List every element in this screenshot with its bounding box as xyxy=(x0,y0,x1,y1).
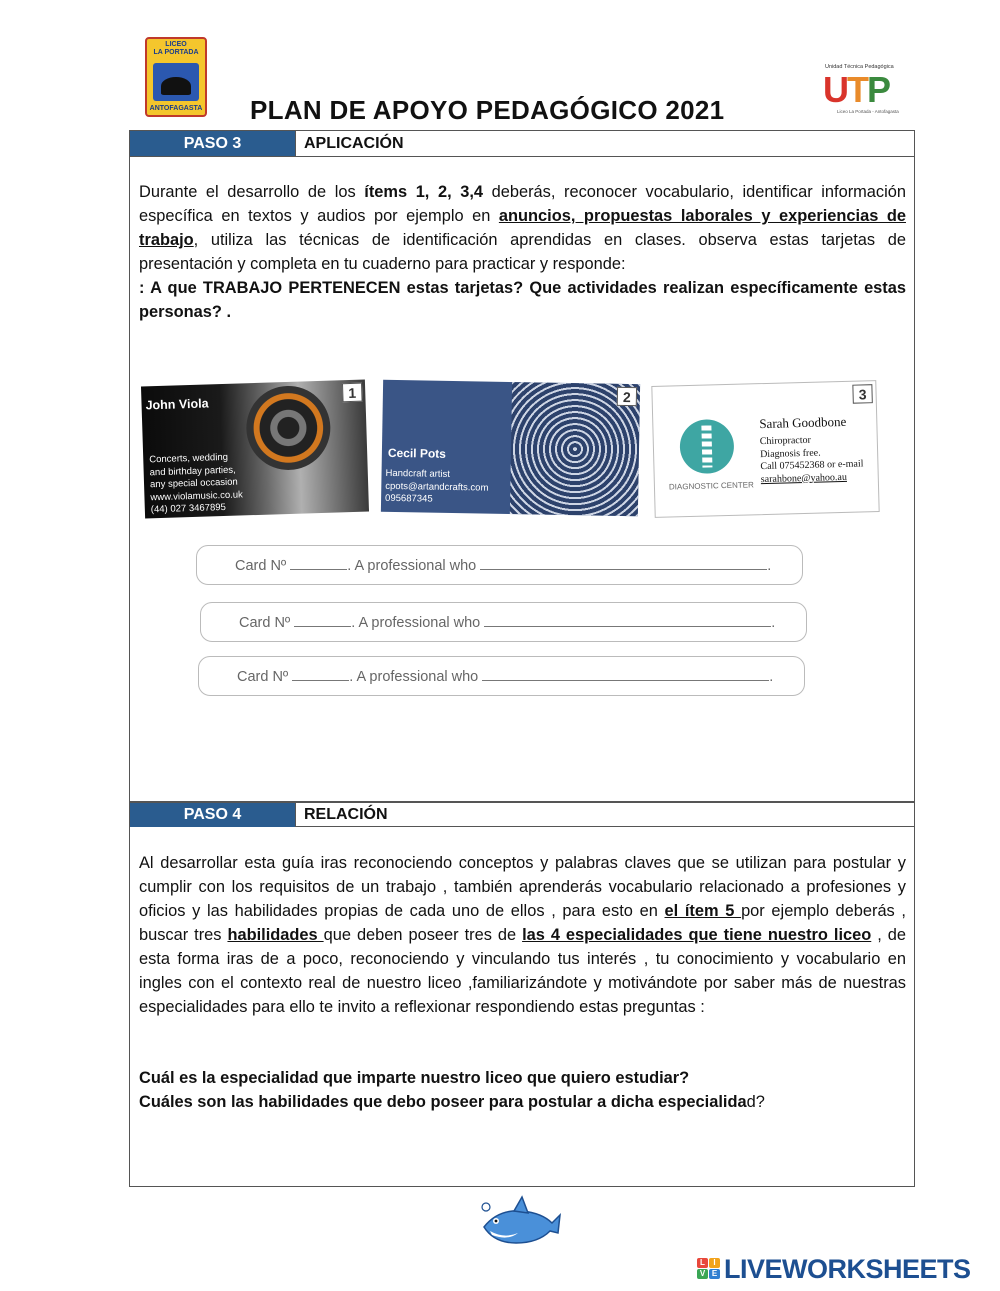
card3-info: Chiropractor Diagnosis free. Call 075452368 or e-mail sarahbone@yahoo.au xyxy=(759,434,864,485)
answer-2-card-field[interactable] xyxy=(294,626,351,627)
answer-1-card-field[interactable] xyxy=(290,569,347,570)
paso3-header xyxy=(130,131,914,157)
card3-email: sarahbone@yahoo.au xyxy=(760,471,848,485)
paso4-question-2: Cuáles son las habilidades que debo poseer para postular a dicha especialida xyxy=(139,1093,747,1111)
paso3-name: APLICACIÓN xyxy=(304,135,404,152)
card3-number: 3 xyxy=(852,384,872,404)
business-card-1 xyxy=(141,380,369,519)
utp-logo-caption: Unidad Técnica Pedagógica xyxy=(825,64,894,70)
answer-row-2: Card Nº . A professional who . xyxy=(200,602,807,642)
page-title: PLAN DE APOYO PEDAGÓGICO 2021 xyxy=(250,95,725,125)
answer-3-text-field[interactable] xyxy=(482,680,769,681)
speaker-icon xyxy=(245,385,332,472)
utp-logo xyxy=(823,64,903,116)
school-logo-line1: LICEO xyxy=(165,41,187,48)
paso3-instructions: Durante el desarrollo de los ítems 1, 2, 3,4 deberás, reconocer vocabulario, identificar información específica en textos y audios por ejemplo en anuncios, propuestas laborales y experiencias de trabajo, utiliza las técnicas de identificación aprendidas en clases. observa estas tarjetas de presentación y completa en tu cuaderno para practicar y responde: : A que TRABAJO PERTENECEN estas tarjetas? Que actividades realizan específicamente estas personas? . xyxy=(139,183,906,321)
card2-number: 2 xyxy=(617,387,637,406)
answer-2-text-field[interactable] xyxy=(484,626,771,627)
utp-logo-sub: Liceo La Portada - Antofagasta xyxy=(837,109,899,114)
card2-name: Cecil Pots xyxy=(387,445,447,461)
card3-center: DIAGNOSTIC CENTER xyxy=(668,480,754,492)
utp-logo-word: UTP xyxy=(823,69,890,110)
business-card-2 xyxy=(381,380,640,516)
liveworksheets-logo-icon: L I V E xyxy=(697,1258,721,1280)
business-card-3 xyxy=(651,380,879,518)
paso4-questions: Cuál es la especialidad que imparte nuestro liceo que quiero estudiar? Cuáles son las habilidades que debo poseer para postular a dicha especialidad? xyxy=(139,1069,765,1111)
card1-number: 1 xyxy=(342,383,363,403)
shark-mascot-icon xyxy=(478,1193,562,1255)
liveworksheets-wordmark: LIVEWORKSHEETS xyxy=(724,1254,971,1284)
card2-info: Handcraft artist cpots@artandcrafts.com 095687345 xyxy=(385,467,489,505)
paso4-section xyxy=(129,802,915,1187)
answer-row-3: Card Nº . A professional who . xyxy=(198,656,805,696)
card1-info: Concerts, wedding and birthday parties, any special occasion www.violamusic.co.uk (44) 027 3467895 xyxy=(149,451,243,516)
paso4-name: RELACIÓN xyxy=(304,806,388,823)
card3-name: Sarah Goodbone xyxy=(759,413,847,432)
school-logo-city: ANTOFAGASTA xyxy=(149,105,203,112)
paso4-question-1: Cuál es la especialidad que imparte nuestro liceo que quiero estudiar? xyxy=(139,1069,690,1087)
card1-name: John Viola xyxy=(145,396,209,413)
school-emblem-icon xyxy=(153,63,199,101)
paso4-instructions: Al desarrollar esta guía iras reconociendo conceptos y palabras claves que se utilizan para postular y cumplir con los requisitos de un trabajo , también aprenderás vocabulario relacionado a profesiones y oficios y las habilidades propias de cada uno de ellos , para esto en el ítem 5 por ejemplo deberás , buscar tres habilidades que deben poseer tres de las 4 especialidades que tiene nuestro liceo , de esta forma iras de a poco, reconociendo y vinculando tus interés , tu conocimiento y vocabulario en ingles con el contexto real de nuestro liceo ,familiarizándote y motivándote por saber más de nuestras especialidades para ello te invito a reflexionar respondiendo estas preguntas : xyxy=(139,854,907,1016)
answer-row-1: Card Nº . A professional who . xyxy=(196,545,803,585)
answer-1-text-field[interactable] xyxy=(480,569,767,570)
spine-icon xyxy=(679,419,734,474)
school-logo-line2: LA PORTADA xyxy=(153,49,199,56)
paso3-question: : A que TRABAJO PERTENECEN estas tarjetas? Que actividades realizan específicamente estas personas? . xyxy=(139,279,906,321)
paso4-label: PASO 4 xyxy=(130,803,296,827)
paso3-label: PASO 3 xyxy=(130,131,296,156)
answer-3-card-field[interactable] xyxy=(292,680,349,681)
school-logo xyxy=(145,37,207,117)
paso4-header xyxy=(130,802,914,827)
